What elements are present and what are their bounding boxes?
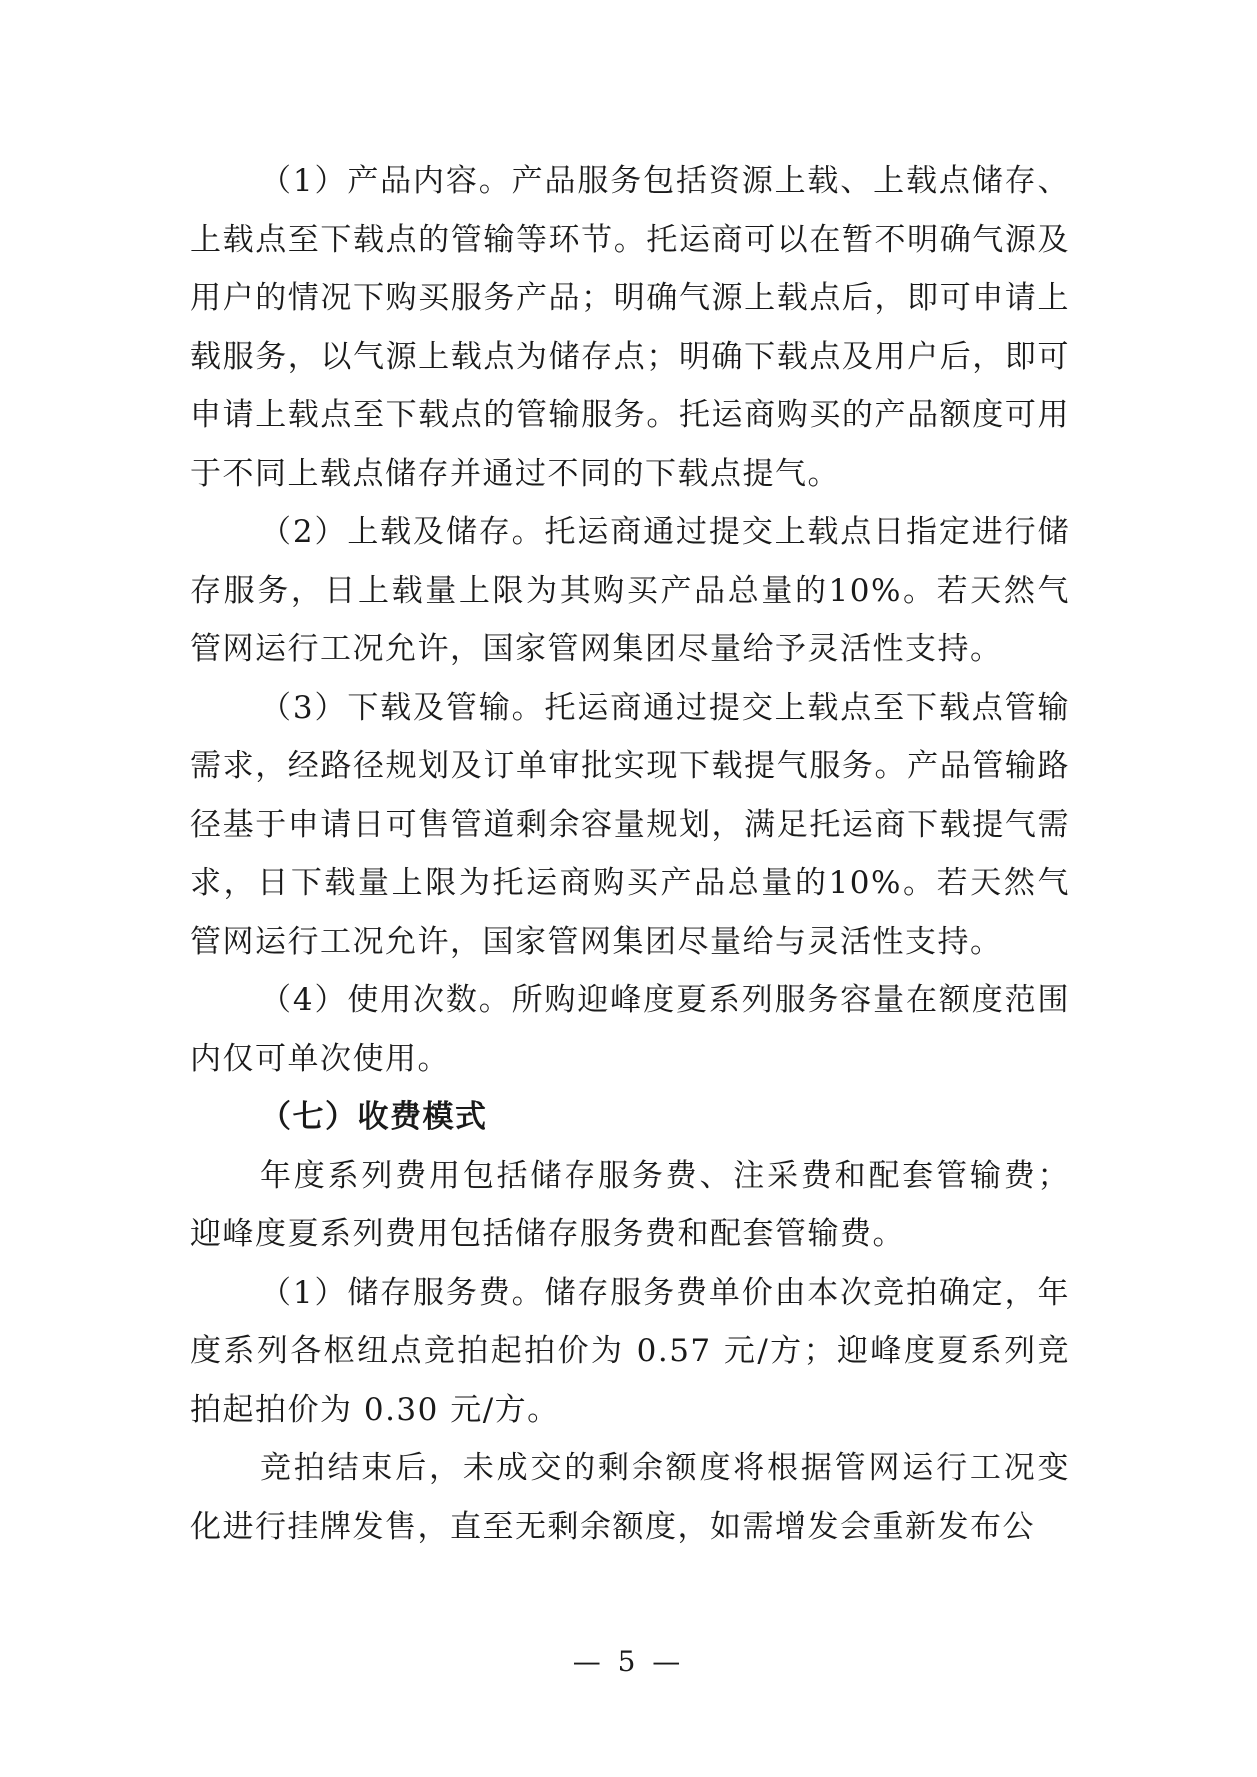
paragraph-after-auction: 竞拍结束后，未成交的剩余额度将根据管网运行工况变化进行挂牌发售，直至无剩余额度，如需增发会重新发布公 [190, 1450, 1070, 1545]
paragraph-product-content: （1）产品内容。产品服务包括资源上载、上载点储存、上载点至下载点的管输等环节。托运商可以在暂不明确气源及用户的情况下购买服务产品；明确气源上载点后，即可申请上载服务，以气源上载点为储存点；明确下载点及用户后，即可申请上载点至下载点的管输服务。托运商购买的产品额度可用于不同上载点储存并通过不同的下载点提气。 [190, 163, 1070, 492]
section-heading-fee-model: （七）收费模式 [260, 1099, 488, 1135]
paragraph-storage-fee: （1）储存服务费。储存服务费单价由本次竞拍确定，年度系列各枢纽点竞拍起拍价为 0.57 元/方；迎峰度夏系列竞拍起拍价为 0.30 元/方。 [190, 1274, 1070, 1428]
paragraph-download-transport: （3）下载及管输。托运商通过提交上载点至下载点管输需求，经路径规划及订单审批实现下载提气服务。产品管输路径基于申请日可售管道剩余容量规划，满足托运商下载提气需求，日下载量上限为托运商购买产品总量的10%。若天然气管网运行工况允许，国家管网集团尽量给与灵活性支持。 [190, 689, 1070, 960]
paragraph-usage-count: （4）使用次数。所购迎峰度夏系列服务容量在额度范围内仅可单次使用。 [190, 982, 1070, 1077]
paragraph-fee-overview: 年度系列费用包括储存服务费、注采费和配套管输费；迎峰度夏系列费用包括储存服务费和配套管输费。 [190, 1157, 1070, 1252]
paragraph-upload-storage: （2）上载及储存。托运商通过提交上载点日指定进行储存服务，日上载量上限为其购买产品总量的10%。若天然气管网运行工况允许，国家管网集团尽量给予灵活性支持。 [190, 514, 1070, 667]
document-body [190, 152, 1070, 1556]
page-number: — 5 — [572, 1645, 685, 1678]
